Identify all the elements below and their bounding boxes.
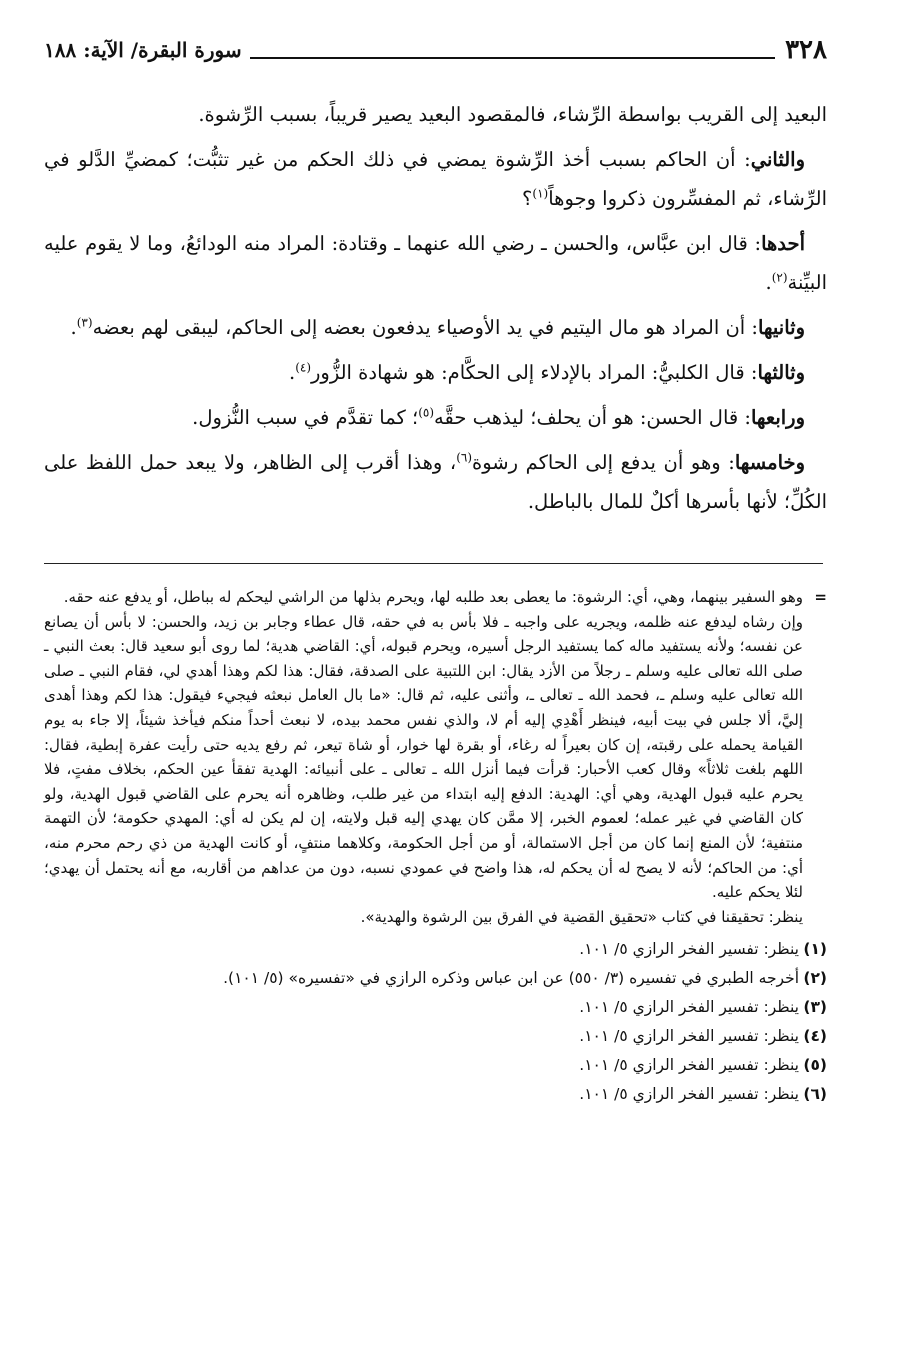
paragraph-lead: ورابعها xyxy=(750,406,805,429)
footnote-number: (٢) xyxy=(803,969,827,988)
continuation-mark: = xyxy=(814,588,827,606)
paragraph-tail: . xyxy=(70,316,77,339)
footnote-number: (١) xyxy=(803,940,827,959)
footnote-number: (٦) xyxy=(803,1085,827,1104)
running-title: سورة البقرة/ الآية: ١٨٨ xyxy=(44,38,242,62)
header-rule xyxy=(250,57,775,59)
continuation-paragraph: ينظر: تحقيقنا في كتاب «تحقيق القضية في الفرق بين الرشوة والهدية». xyxy=(360,907,803,926)
paragraph-tail: . xyxy=(765,271,772,294)
paragraph-text: : قال الحسن: هو أن يحلف؛ ليذهب حقَّه xyxy=(434,406,751,429)
paragraph-lead: وثانيها xyxy=(757,316,805,339)
paragraph: البعيد إلى القريب بواسطة الرِّشاء، فالمقصود البعيد يصير قريباً، بسبب الرِّشوة. xyxy=(198,103,827,126)
paragraph-second xyxy=(44,140,827,218)
footnote-number: (٥) xyxy=(803,1056,827,1075)
continuation-paragraph: وإن رشاه ليدفع عنه ظلمه، ويجريه على واجبه ـ فلا بأس به في حقه، قال عطاء وجابر بن زيد، والحسن: لا بأس أن يصانع عن نفسه؛ ولأنه يستفيد ماله كما يستفيد الرجل أسيره، ويحرم قبوله، أي: القاضي هدية؛ لما روى أبو سعيد قال: بعث النبي ـ صلى الله تعالى عليه وسلم ـ رجلاً من الأزد يقال: ابن اللتبية على الصدقة، فقال: هذا لكم وهذا أهدي لي، فقام النبي ـ صلى الله تعالى عليه وسلم ـ، فحمد الله ـ تعالى ـ، وأثنى عليه، ثم قال: «ما بال العامل نبعثه فيجيء فيقول: هذا لكم وهذا أهدى إليَّ، ألا جلس في بيت أبيه، فينظر أَهْدِي إليه أم لا، والذي نفس محمد بيده، لا نبعث أحداً منكم فيأخذ شيئاً، إلا جاء به يوم القيامة يحمله على رقبته، إن كان بعيراً له رغاء، أو بقرة لها خوار، أو شاة تيعر، ثم رفع يديه حتى رأيت عفرة إبطية، فقال: اللهم بلغت ثلاثاً» وقال كعب الأحبار: قرأت فيما أنزل الله ـ تعالى ـ على أنبيائه: الهدية تفقأ عين الحكم، بخلاف مفتٍ، فلا يحرم عليه قبول الهدية، وهي أي: الهدية: الدفع إليه ابتداء من غير طلب، وظاهره أنه يحرم على القاضي قبول الهدية، ولو كان القاضي في غير عمله؛ لعموم الخبر، إلا ممَّن كان يهدي إليه قبل ولايته، إن لم يكن له أي: المهدي حكومة؛ لأن التهمة منتفية؛ لأن المنع إنما كان من أجل الاستمالة، أو من أجل الحكومة، وكلاهما منتفٍ، أو كانت الهدية من ذي رحم محرم منه، أي: من الحاكم؛ لأنه لا يصح له أن يحكم له، هذا واضح في عمودي نسبه، دون من عداهم من أقاربه، مع أنه يحتمل أن يهدي؛ لئلا يحكم عليه. xyxy=(44,612,803,902)
paragraph-text: : قال ابن عبَّاس، والحسن ـ رضي الله عنهما ـ وقتادة: المراد منه الودائعُ، وما لا يقوم عليه البيِّنة xyxy=(44,232,827,294)
footnote-continuation xyxy=(44,585,827,929)
paragraph-fourth-view xyxy=(44,398,827,437)
footnote-text: أخرجه الطبري في تفسيره (٣/ ٥٥٠) عن ابن عباس وذكره الرازي في «تفسيره» (٥/ ١٠١). xyxy=(223,969,799,988)
footnote-ref: (٣) xyxy=(76,315,93,330)
paragraph-text: : قال الكلبيُّ: المراد بالإدلاء إلى الحكَّام: هو شهادة الزُّور xyxy=(311,361,758,384)
paragraph-text: : أن الحاكم بسبب أخذ الرِّشوة يمضي في ذلك الحكم من غير تثبُّت؛ كمضيِّ الدَّلو في الرِّشاء، ثم المفسِّرون ذكروا وجوهاً xyxy=(44,148,827,210)
footnotes-section xyxy=(44,585,827,1109)
footnote-ref: (١) xyxy=(532,186,549,201)
footnote-ref: (٦) xyxy=(456,450,473,465)
paragraph-tail: ؟ xyxy=(522,187,533,210)
footnote-item xyxy=(44,1022,827,1051)
paragraph-lead: أحدها xyxy=(761,232,805,255)
footnote-item xyxy=(44,1051,827,1080)
paragraph-fifth-view xyxy=(44,443,827,521)
footnote-divider xyxy=(44,563,823,564)
footnote-text: ينظر: تفسير الفخر الرازي ٥/ ١٠١. xyxy=(579,1056,799,1075)
footnote-number: (٣) xyxy=(803,998,827,1017)
footnote-text: ينظر: تفسير الفخر الرازي ٥/ ١٠١. xyxy=(579,1085,799,1104)
paragraph-tail: ، وهذا أقرب إلى الظاهر، ولا يبعد حمل اللفظ على الكُلِّ؛ لأنها بأسرها أكلٌ للمال بالباطل. xyxy=(44,451,827,513)
continuation-body xyxy=(44,585,803,929)
footnote-ref: (٥) xyxy=(418,405,435,420)
paragraph-text: : أن المراد هو مال اليتيم في يد الأوصياء يدفعون بعضه إلى الحاكم، ليبقى لهم بعضه xyxy=(92,316,758,339)
footnote-ref: (٢) xyxy=(771,270,788,285)
footnote-list xyxy=(44,935,827,1109)
page-header xyxy=(44,30,827,70)
paragraph-first-view xyxy=(44,224,827,302)
main-text xyxy=(44,95,827,527)
paragraph-lead: والثاني xyxy=(750,148,805,171)
paragraph-lead: وخامسها xyxy=(734,451,805,474)
footnote-text: ينظر: تفسير الفخر الرازي ٥/ ١٠١. xyxy=(579,998,799,1017)
footnote-text: ينظر: تفسير الفخر الرازي ٥/ ١٠١. xyxy=(579,1027,799,1046)
footnote-text: ينظر: تفسير الفخر الرازي ٥/ ١٠١. xyxy=(579,940,799,959)
footnote-number: (٤) xyxy=(803,1027,827,1046)
paragraph-lead: وثالثها xyxy=(757,361,805,384)
paragraph-tail: . xyxy=(288,361,296,384)
paragraph-third-view xyxy=(44,353,827,392)
paragraph-text: : وهو أن يدفع إلى الحاكم رشوة xyxy=(472,451,735,474)
continuation-paragraph: وهو السفير بينهما، وهي، أي: الرشوة: ما يعطى بعد طلبه لها، ويحرم بذلها من الراشي ليحكم له بباطل، أو يدفع عنه حقه. xyxy=(63,588,803,606)
footnote-item xyxy=(44,993,827,1022)
paragraph-second-view xyxy=(44,308,827,347)
footnote-ref: (٤) xyxy=(295,360,312,375)
page-number: ٣٢٨ xyxy=(785,35,827,65)
footnote-item xyxy=(44,1080,827,1109)
paragraph-tail: ؛ كما تقدَّم في سبب النُّزول. xyxy=(192,406,419,429)
footnote-item xyxy=(44,964,827,993)
footnote-item xyxy=(44,935,827,964)
